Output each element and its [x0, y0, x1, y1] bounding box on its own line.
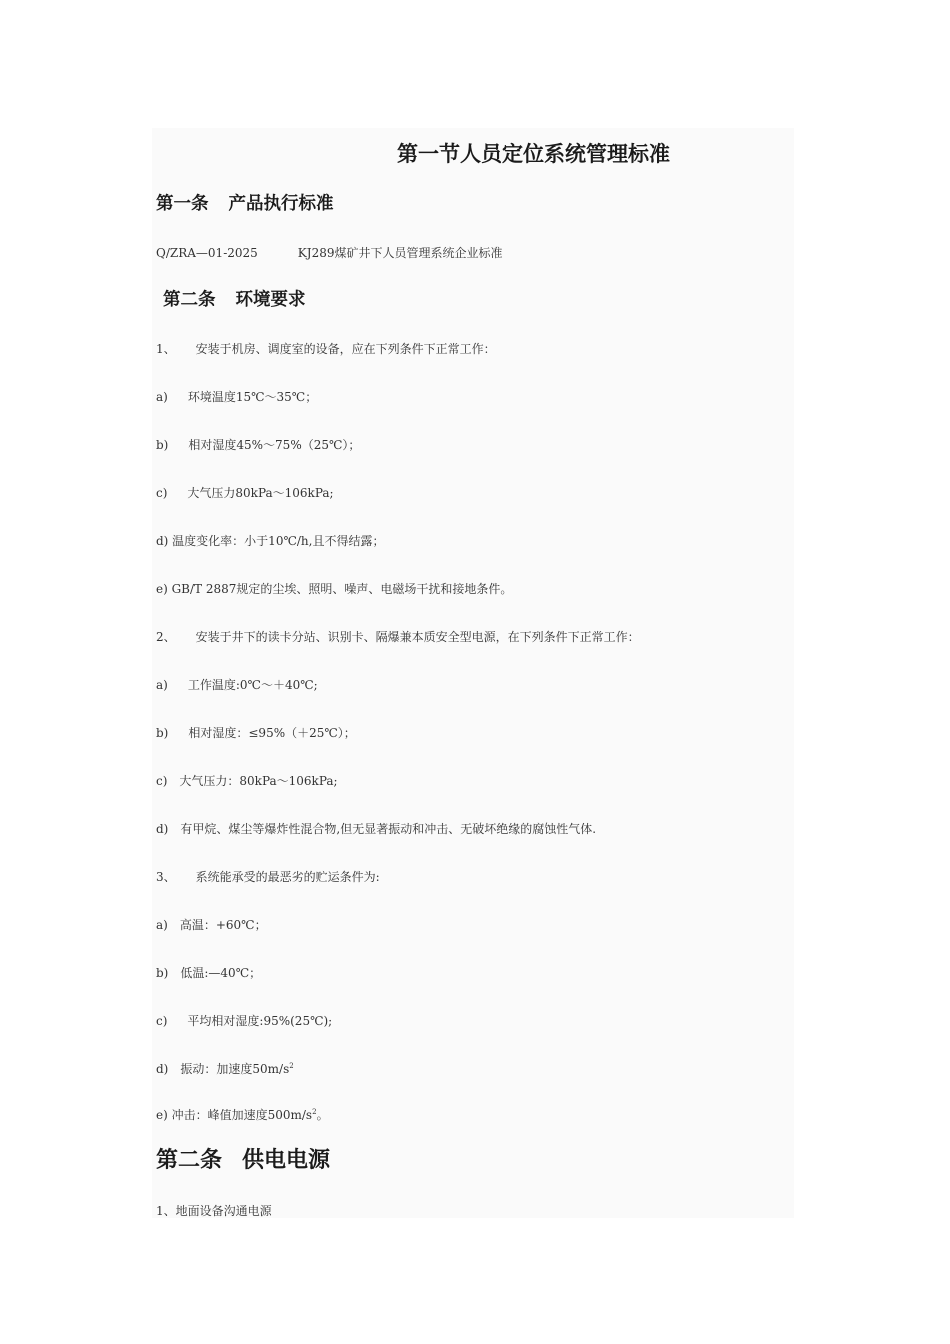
article2-title: 环境要求 — [235, 290, 306, 310]
article3-title: 供电电源 — [242, 1147, 331, 1173]
item2-text: 安装于井下的读卡分站、识别卡、隔爆兼本质安全型电源，在下列条件下正常工作： — [195, 630, 640, 644]
item1-c-text: 大气压力80kPa～106kPa; — [187, 486, 334, 500]
item2-c-line — [156, 772, 338, 789]
item2-d-text: 有甲烷、煤尘等爆炸性混合物,但无显著振动和冲击、无破坏绝缘的腐蚀性气体. — [180, 822, 597, 836]
item2-a-line — [156, 676, 318, 693]
item1-c-line — [156, 484, 334, 501]
standard-line — [156, 244, 502, 261]
article1-title: 产品执行标准 — [228, 194, 334, 214]
item2-b-text: 相对湿度：≤95%（＋25℃）； — [188, 726, 356, 740]
item3-line — [156, 868, 380, 885]
item1-b-label: b) — [156, 438, 169, 452]
item2-b-line — [156, 724, 356, 741]
item2-a-text: 工作温度:0℃～＋40℃; — [187, 678, 318, 692]
item2-d-line — [156, 820, 596, 837]
item1-a-line — [156, 388, 317, 405]
item2-d-label: d) — [156, 822, 169, 836]
item1-a-label: a) — [156, 390, 168, 404]
article3-number: 第二条 — [156, 1147, 223, 1173]
item3-e-superscript: 2 — [312, 1108, 317, 1116]
item1-label: 1、 — [156, 342, 176, 356]
item2-b-label: b) — [156, 726, 169, 740]
item3-a-text: 高温：+60℃； — [179, 918, 267, 932]
item1-c-label: c) — [156, 486, 168, 500]
article1-heading — [156, 190, 334, 215]
item2-line — [156, 628, 640, 645]
item3-a-line — [156, 916, 267, 933]
item1-d-line: d) 温度变化率：小于10℃/h,且不得结露； — [156, 534, 385, 548]
item1-b-text: 相对湿度45%～75%（25℃）； — [188, 438, 361, 452]
item3-c-line — [156, 1012, 332, 1029]
item1-a-text: 环境温度15℃～35℃； — [187, 390, 318, 404]
item3-a-label: a) — [156, 918, 168, 932]
item3-d-line — [156, 1060, 294, 1077]
item1-text: 安装于机房、调度室的设备，应在下列条件下正常工作： — [195, 342, 496, 356]
item2-label: 2、 — [156, 630, 176, 644]
item2-c-label: c) — [156, 774, 168, 788]
item3-b-line — [156, 964, 261, 981]
section-title: 第一节人员定位系统管理标准 — [397, 141, 670, 166]
standard-name: KJ289煤矿井下人员管理系统企业标准 — [297, 246, 503, 260]
item3-e-line — [156, 1106, 329, 1123]
item3-text: 系统能承受的最恶劣的贮运条件为: — [195, 870, 380, 884]
item3-d-superscript: 2 — [289, 1062, 294, 1070]
item2-c-text: 大气压力：80kPa～106kPa; — [179, 774, 338, 788]
article3-heading — [156, 1143, 330, 1174]
item3-label: 3、 — [156, 870, 176, 884]
item3-e-text: e) 冲击：峰值加速度500m/s — [156, 1108, 313, 1122]
item3-d-text: 振动：加速度50m/s — [180, 1062, 290, 1076]
item3-e-end: 。 — [316, 1108, 329, 1122]
item3-b-label: b) — [156, 966, 169, 980]
article2-heading — [163, 286, 306, 311]
item3-d-label: d) — [156, 1062, 169, 1076]
article2-number: 第二条 — [163, 290, 216, 310]
item1-e-line: e) GB/T 2887规定的尘埃、照明、噪声、电磁场干扰和接地条件。 — [156, 582, 513, 596]
article1-number: 第一条 — [156, 194, 209, 214]
item3-c-text: 平均相对湿度:95%(25℃); — [187, 1014, 333, 1028]
article3-item1: 1、地面设备沟通电源 — [156, 1204, 272, 1218]
item1-line — [156, 340, 496, 357]
standard-code: Q/ZRA—01-2025 — [156, 246, 258, 260]
item2-a-label: a) — [156, 678, 168, 692]
item3-c-label: c) — [156, 1014, 168, 1028]
item1-b-line — [156, 436, 360, 453]
item3-b-text: 低温:—40℃； — [180, 966, 262, 980]
